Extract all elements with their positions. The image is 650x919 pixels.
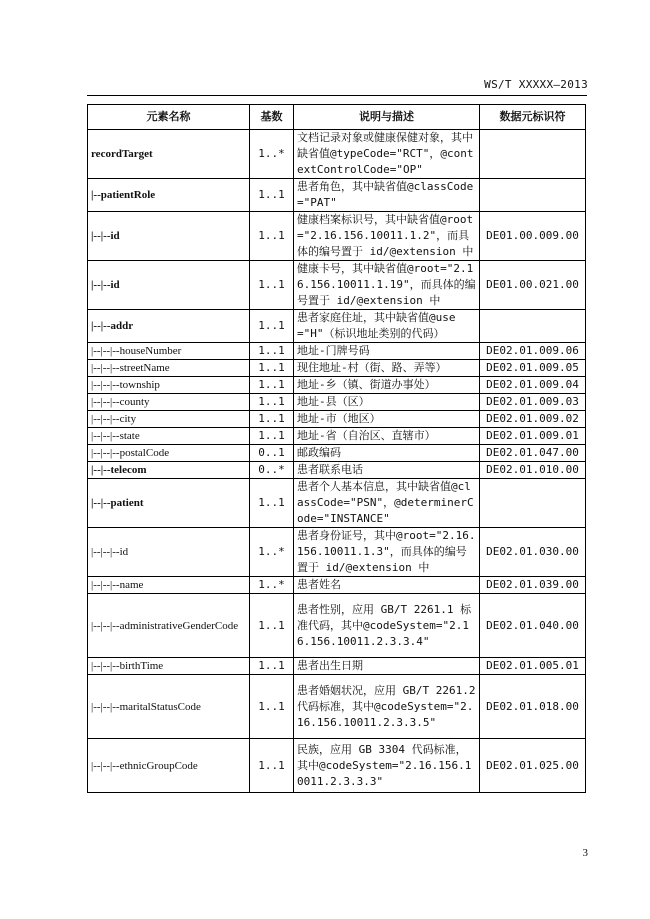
cardinality-cell: 1..1 xyxy=(250,675,294,739)
data-element-id-cell: DE02.01.009.04 xyxy=(480,377,586,394)
cardinality-cell: 1..1 xyxy=(250,212,294,261)
col-header-cardinality: 基数 xyxy=(250,105,294,130)
col-header-data-element-id: 数据元标识符 xyxy=(480,105,586,130)
data-element-id-cell: DE02.01.009.03 xyxy=(480,394,586,411)
description-cell: 患者性别，应用 GB/T 2261.1 标准代码，其中@codeSystem="2.16.156.10011.2.3.3.4" xyxy=(294,594,480,658)
cardinality-cell: 1..1 xyxy=(250,428,294,445)
data-element-id-cell xyxy=(480,179,586,212)
description-cell: 患者姓名 xyxy=(294,577,480,594)
cardinality-cell: 1..1 xyxy=(250,360,294,377)
description-cell: 患者出生日期 xyxy=(294,658,480,675)
table-row xyxy=(88,528,586,577)
table-row xyxy=(88,179,586,212)
data-element-id-cell: DE02.01.030.00 xyxy=(480,528,586,577)
description-cell: 现住地址-村（街、路、弄等） xyxy=(294,360,480,377)
element-name-cell: |--|--|--name xyxy=(88,577,250,594)
element-name-cell: |--|--patient xyxy=(88,479,250,528)
data-element-id-cell: DE02.01.047.00 xyxy=(480,445,586,462)
element-name-cell: |--|--telecom xyxy=(88,462,250,479)
data-element-id-cell xyxy=(480,479,586,528)
description-cell: 地址-市（地区） xyxy=(294,411,480,428)
element-name-cell: |--|--|--state xyxy=(88,428,250,445)
table-row xyxy=(88,594,586,658)
col-header-element-name: 元素名称 xyxy=(88,105,250,130)
description-cell: 患者家庭住址，其中缺省值@use="H"（标识地址类别的代码） xyxy=(294,310,480,343)
table-row xyxy=(88,130,586,179)
data-element-id-cell: DE02.01.025.00 xyxy=(480,739,586,793)
header-divider xyxy=(87,95,587,96)
description-cell: 地址-省（自治区、直辖市） xyxy=(294,428,480,445)
cardinality-cell: 1..1 xyxy=(250,411,294,428)
cardinality-cell: 1..1 xyxy=(250,310,294,343)
table-row xyxy=(88,343,586,360)
element-name-cell: recordTarget xyxy=(88,130,250,179)
description-cell: 地址-门牌号码 xyxy=(294,343,480,360)
table-row xyxy=(88,360,586,377)
page-number: 3 xyxy=(582,847,588,859)
table-header-row xyxy=(88,105,586,130)
element-name-cell: |--|--|--id xyxy=(88,528,250,577)
cardinality-cell: 0..* xyxy=(250,462,294,479)
data-element-id-cell: DE02.01.009.06 xyxy=(480,343,586,360)
description-cell: 患者婚姻状况，应用 GB/T 2261.2 代码标准，其中@codeSystem="2.16.156.10011.2.3.3.5" xyxy=(294,675,480,739)
description-cell: 邮政编码 xyxy=(294,445,480,462)
table-row xyxy=(88,675,586,739)
cardinality-cell: 0..1 xyxy=(250,445,294,462)
table-row xyxy=(88,479,586,528)
cardinality-cell: 1..1 xyxy=(250,479,294,528)
data-element-id-cell: DE02.01.009.05 xyxy=(480,360,586,377)
table-row xyxy=(88,411,586,428)
element-name-cell: |--|--|--houseNumber xyxy=(88,343,250,360)
cardinality-cell: 1..* xyxy=(250,577,294,594)
element-name-cell: |--patientRole xyxy=(88,179,250,212)
table-row xyxy=(88,739,586,793)
table-row xyxy=(88,577,586,594)
cardinality-cell: 1..1 xyxy=(250,594,294,658)
element-name-cell: |--|--|--city xyxy=(88,411,250,428)
element-name-cell: |--|--|--county xyxy=(88,394,250,411)
element-name-cell: |--|--|--ethnicGroupCode xyxy=(88,739,250,793)
cardinality-cell: 1..1 xyxy=(250,739,294,793)
table-row xyxy=(88,261,586,310)
description-cell: 患者身份证号，其中@root="2.16.156.10011.1.3"，而具体的编号置于 id/@extension 中 xyxy=(294,528,480,577)
cardinality-cell: 1..* xyxy=(250,528,294,577)
cardinality-cell: 1..* xyxy=(250,130,294,179)
element-name-cell: |--|--addr xyxy=(88,310,250,343)
description-cell: 地址-乡（镇、街道办事处） xyxy=(294,377,480,394)
table-row xyxy=(88,428,586,445)
table-row xyxy=(88,445,586,462)
description-cell: 文档记录对象或健康保健对象，其中缺省值@typeCode="RCT"，@contextControlCode="OP" xyxy=(294,130,480,179)
data-element-id-cell: DE02.01.040.00 xyxy=(480,594,586,658)
cardinality-cell: 1..1 xyxy=(250,658,294,675)
element-name-cell: |--|--|--birthTime xyxy=(88,658,250,675)
data-element-id-cell: DE02.01.009.02 xyxy=(480,411,586,428)
element-spec-table xyxy=(87,104,586,793)
data-element-id-cell: DE02.01.018.00 xyxy=(480,675,586,739)
table-row xyxy=(88,394,586,411)
data-element-id-cell: DE02.01.009.01 xyxy=(480,428,586,445)
data-element-id-cell: DE02.01.039.00 xyxy=(480,577,586,594)
element-name-cell: |--|--id xyxy=(88,212,250,261)
cardinality-cell: 1..1 xyxy=(250,261,294,310)
table-row xyxy=(88,462,586,479)
document-code: WS/T XXXXX—2013 xyxy=(484,78,588,91)
cardinality-cell: 1..1 xyxy=(250,343,294,360)
description-cell: 患者联系电话 xyxy=(294,462,480,479)
description-cell: 患者角色，其中缺省值@classCode="PAT" xyxy=(294,179,480,212)
element-name-cell: |--|--|--township xyxy=(88,377,250,394)
cardinality-cell: 1..1 xyxy=(250,179,294,212)
table-body xyxy=(88,130,586,793)
table-row xyxy=(88,310,586,343)
table-row xyxy=(88,377,586,394)
element-name-cell: |--|--|--administrativeGenderCode xyxy=(88,594,250,658)
element-name-cell: |--|--|--maritalStatusCode xyxy=(88,675,250,739)
description-cell: 健康档案标识号，其中缺省值@root="2.16.156.10011.1.2"，而具体的编号置于 id/@extension 中 xyxy=(294,212,480,261)
col-header-description: 说明与描述 xyxy=(294,105,480,130)
element-name-cell: |--|--id xyxy=(88,261,250,310)
element-name-cell: |--|--|--streetName xyxy=(88,360,250,377)
data-element-id-cell: DE01.00.009.00 xyxy=(480,212,586,261)
description-cell: 患者个人基本信息，其中缺省值@classCode="PSN"，@determinerCode="INSTANCE" xyxy=(294,479,480,528)
description-cell: 地址-县（区） xyxy=(294,394,480,411)
data-element-id-cell: DE01.00.021.00 xyxy=(480,261,586,310)
table-row xyxy=(88,658,586,675)
description-cell: 健康卡号，其中缺省值@root="2.16.156.10011.1.19"，而具体的编号置于 id/@extension 中 xyxy=(294,261,480,310)
description-cell: 民族，应用 GB 3304 代码标准，其中@codeSystem="2.16.156.10011.2.3.3.3" xyxy=(294,739,480,793)
cardinality-cell: 1..1 xyxy=(250,377,294,394)
cardinality-cell: 1..1 xyxy=(250,394,294,411)
data-element-id-cell: DE02.01.005.01 xyxy=(480,658,586,675)
element-name-cell: |--|--|--postalCode xyxy=(88,445,250,462)
table-row xyxy=(88,212,586,261)
data-element-id-cell xyxy=(480,130,586,179)
data-element-id-cell: DE02.01.010.00 xyxy=(480,462,586,479)
data-element-id-cell xyxy=(480,310,586,343)
